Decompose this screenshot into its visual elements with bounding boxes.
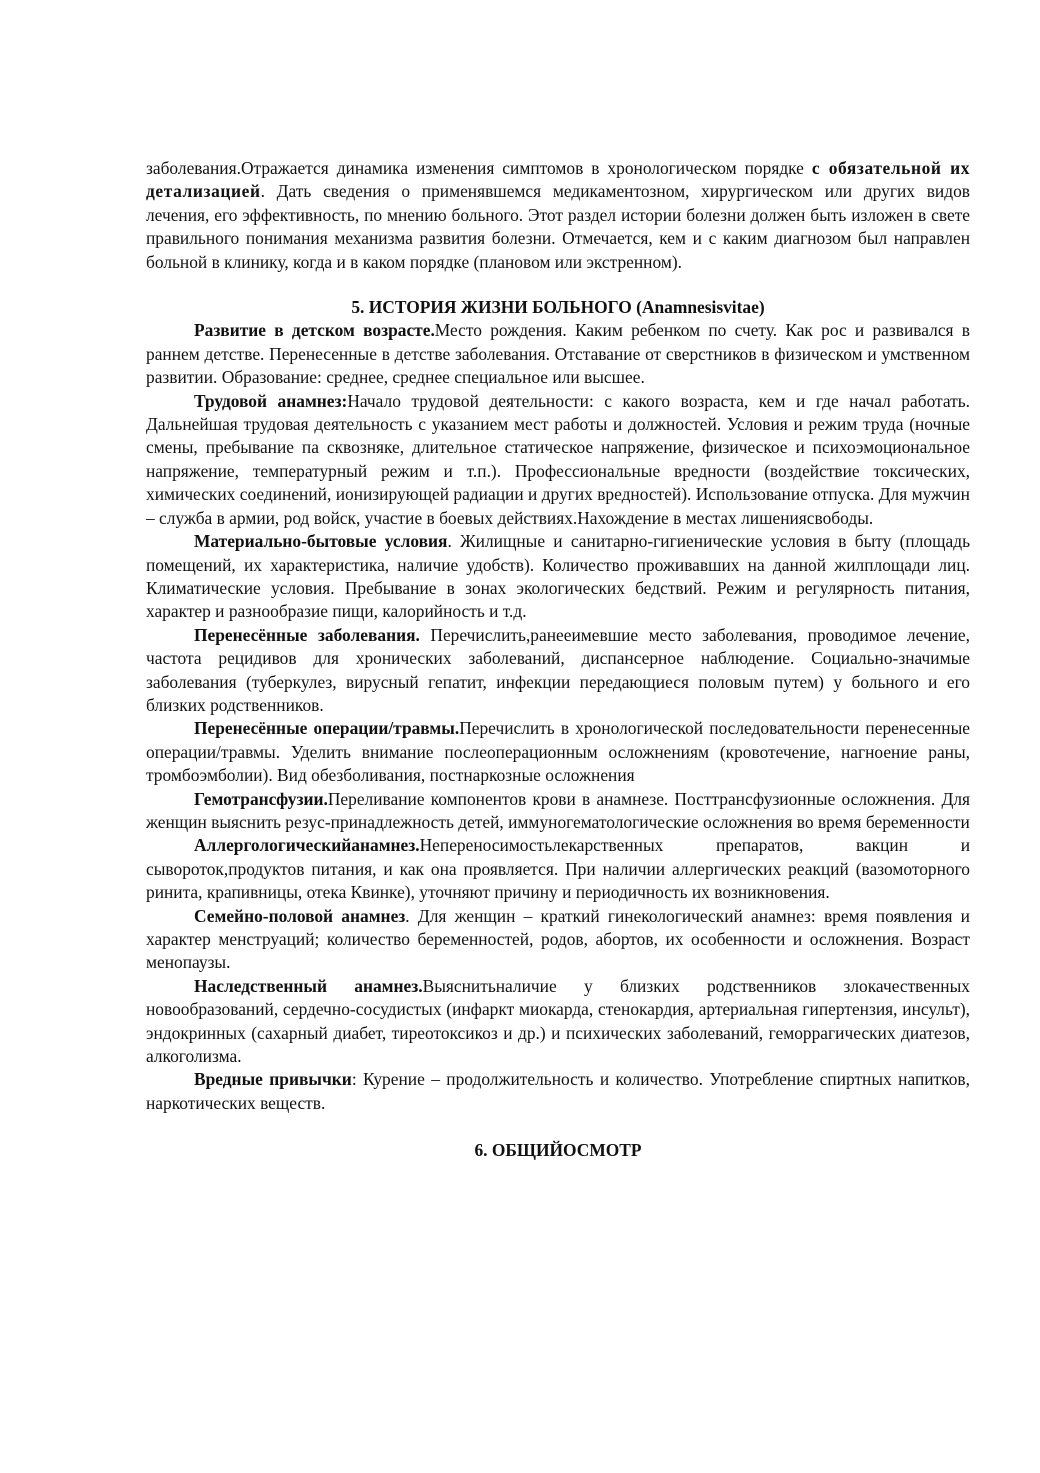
intro-bold: с обязательной их детализацией xyxy=(146,158,970,202)
text-allergy: Непереносимостьлекарственных препаратов, вакцин и сывороток,продуктов питания, и как она проявляется. При наличии аллергических реакций (вазомоторного ринита, крапивницы, отека Квинке), уточняют причину и периодичность их возникновения. xyxy=(146,835,970,903)
text-living-conditions: . Жилищные и санитарно-гигиенические условия в быту (площадь помещений, их характеристика, наличие удобств). Количество проживавших на данной жилплощади лиц. Климатические условия. Пребывание в зонах экологических бедствий. Режим и регулярность питания, характер и разнообразие пищи, калорийность и т.д. xyxy=(146,531,971,622)
section-5-title: 5. ИСТОРИЯ ЖИЗНИ БОЛЬНОГО (Anamnesisvitae) xyxy=(351,297,765,318)
paragraph-family-sexual xyxy=(146,905,970,975)
text-family-sexual: . Для женщин – краткий гинекологический анамнез: время появления и характер менструаций; количество беременностей, родов, абортов, их особенности и осложнения. Возраст менопаузы. xyxy=(146,905,970,973)
paragraph-childhood xyxy=(146,319,970,389)
paragraph-heredity xyxy=(146,975,970,1069)
term-past-diseases: Перенесённые заболевания. xyxy=(194,624,420,645)
section-6-title: 6. ОБЩИЙОСМОТР xyxy=(474,1140,642,1161)
term-transfusions: Гемотрансфузии. xyxy=(194,788,328,809)
term-habits: Вредные привычки xyxy=(194,1069,352,1090)
intro-paragraph xyxy=(146,157,970,274)
term-operations: Перенесённые операции/травмы. xyxy=(194,718,460,739)
paragraph-transfusions xyxy=(146,788,970,835)
text-operations: Перечислить в хронологической последовательности перенесенные операции/травмы. Уделить внимание послеоперационным осложнениям (кровотечение, нагноение раны, тромбоэмболии). Вид обезболивания, постнаркозные осложнения xyxy=(146,718,970,786)
text-habits: : Курение – продолжительность и количество. Употребление спиртных напитков, наркотических веществ. xyxy=(146,1069,970,1113)
intro-text-1: заболевания.Отражается динамика изменения симптомов в хронологическом порядке xyxy=(146,158,812,178)
document-page xyxy=(146,157,970,1163)
paragraph-allergy xyxy=(146,834,970,904)
text-transfusions: Переливание компонентов крови в анамнезе. Посттрансфузионные осложнения. Для женщин выяснить резус-принадлежность детей, иммуногематологические осложнения во время беременности xyxy=(146,788,970,832)
paragraph-past-diseases xyxy=(146,624,970,718)
term-heredity: Наследственный анамнез. xyxy=(194,975,423,996)
term-allergy: Аллергологическийанамнез. xyxy=(194,835,420,856)
paragraph-work-history xyxy=(146,390,970,530)
text-childhood: Место рождения. Каким ребенком по счету. Как рос и развивался в раннем детстве. Перенесенные в детстве заболевания. Отставание от сверстников в физическом и умственном развитии. Образование: среднее, среднее специальное или высшее. xyxy=(146,320,970,388)
term-work-history: Трудовой анамнез: xyxy=(194,390,348,411)
text-work-history: Начало трудовой деятельности: с какого возраста, кем и где начал работать. Дальнейшая трудовая деятельность с указанием мест работы и должностей. Условия и режим труда (ночные смены, пребывание па сквозняке, длительное статическое напряжение, физическое и психоэмоциональное напряжение, температурный режим и т.п.). Профессиональные вредности (воздействие токсических, химических соединений, ионизирующей радиации и других вредностей). Использование отпуска. Для мужчин – служба в армии, род войск, участие в боевых действиях.Нахождение в местах лишениясвободы. xyxy=(146,390,970,528)
paragraph-operations xyxy=(146,717,970,787)
paragraph-living-conditions xyxy=(146,530,970,624)
paragraph-habits xyxy=(146,1068,970,1115)
term-childhood: Развитие в детском возрасте. xyxy=(194,320,435,341)
term-family-sexual: Семейно-половой анамнез xyxy=(194,905,406,926)
text-heredity: Выяснитьналичие у близких родственников злокачественных новообразований, сердечно-сосудистых (инфаркт миокарда, стенокардия, артериальная гипертензия, инсульт), эндокринных (сахарный диабет, тиреотоксикоз и др.) и психических заболеваний, геморрагических диатезов, алкоголизма. xyxy=(146,975,970,1067)
intro-text-2: . Дать сведения о применявшемся медикаментозном, хирургическом или других видов лечения, его эффективность, по мнению больного. Этот раздел истории болезни должен быть изложен в свете правильного понимания механизма развития болезни. Отмечается, кем и с каким диагнозом был направлен больной в клинику, когда и в каком порядке (плановом или экстренном). xyxy=(146,181,970,272)
text-past-diseases: Перечислить,ранееимевшие место заболевания, проводимое лечение, частота рецидивов для хронических заболеваний, диспансерное наблюдение. Социально-значимые заболевания (туберкулез, вирусный гепатит, инфекции передающиеся половым путем) у больного и его близких родственников. xyxy=(146,624,971,715)
term-living-conditions: Материально-бытовые условия xyxy=(194,531,448,552)
